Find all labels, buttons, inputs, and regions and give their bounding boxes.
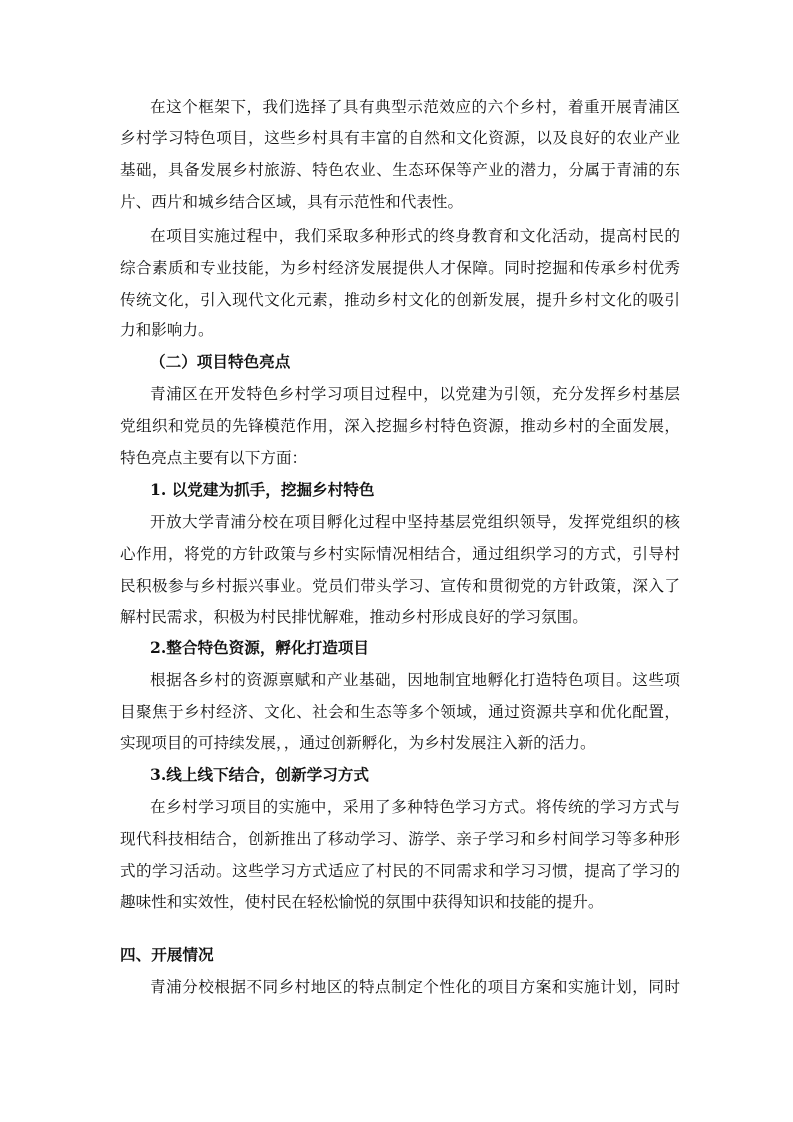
paragraph-3-line-2: 党组织和党员的先锋模范作用，深入挖掘乡村特色资源，推动乡村的全面发展， bbox=[120, 417, 680, 435]
paragraph-2-line-3: 传统文化，引入现代文化元素，推动乡村文化的创新发展，提升乡村文化的吸引 bbox=[120, 291, 680, 309]
paragraph-5-line-2: 目聚焦于乡村经济、文化、社会和生态等多个领域，通过资源共享和优化配置， bbox=[120, 703, 680, 721]
paragraph-4-line-2: 心作用，将党的方针政策与乡村实际情况相结合，通过组织学习的方式，引导村 bbox=[120, 545, 680, 563]
paragraph-4-line-4: 解村民需求，积极为村民排忧解难，推动乡村形成良好的学习氛围。 bbox=[120, 608, 588, 626]
paragraph-1-line-4: 片、西片和城乡结合区域，具有示范性和代表性。 bbox=[120, 193, 464, 211]
paragraph-5-line-3: 实现项目的可持续发展，，通过创新孵化，为乡村发展注入新的活力。 bbox=[120, 734, 596, 752]
paragraph-6-line-4: 趣味性和实效性，使村民在轻松愉悦的氛围中获得知识和技能的提升。 bbox=[120, 893, 604, 911]
paragraph-3-line-1: 青浦区在开发特色乡村学习项目过程中，以党建为引领，充分发挥乡村基层 bbox=[150, 385, 680, 403]
paragraph-4-line-3: 民积极参与乡村振兴事业。党员们带头学习、宣传和贯彻党的方针政策，深入了 bbox=[120, 577, 680, 595]
paragraph-6-line-3: 式的学习活动。这些学习方式适应了村民的不同需求和学习习惯，提高了学习的 bbox=[120, 862, 680, 880]
paragraph-3-line-3: 特色亮点主要有以下方面： bbox=[120, 449, 308, 467]
paragraph-6-line-2: 现代科技相结合，创新推出了移动学习、游学、亲子学习和乡村间学习等多种形 bbox=[120, 830, 680, 848]
paragraph-7-line-1: 青浦分校根据不同乡村地区的特点制定个性化的项目方案和实施计划，同时 bbox=[150, 978, 680, 996]
paragraph-1-line-3: 基础，具备发展乡村旅游、特色农业、生态环保等产业的潜力，分属于青浦的东 bbox=[120, 161, 680, 179]
paragraph-6-line-1: 在乡村学习项目的实施中，采用了多种特色学习方式。将传统的学习方式与 bbox=[150, 798, 680, 816]
paragraph-1-line-1: 在这个框架下，我们选择了具有典型示范效应的六个乡村，着重开展青浦区 bbox=[150, 98, 680, 116]
item-heading-3: 3.线上线下结合，创新学习方式 bbox=[150, 765, 369, 784]
section-heading-4: 四、开展情况 bbox=[120, 945, 214, 964]
paragraph-5-line-1: 根据各乡村的资源禀赋和产业基础，因地制宜地孵化打造特色项目。这些项 bbox=[150, 671, 680, 689]
paragraph-1-line-2: 乡村学习特色项目，这些乡村具有丰富的自然和文化资源，以及良好的农业产业 bbox=[120, 129, 680, 147]
paragraph-4-line-1: 开放大学青浦分校在项目孵化过程中坚持基层党组织领导，发挥党组织的核 bbox=[150, 513, 680, 531]
paragraph-2-line-1: 在项目实施过程中，我们采取多种形式的终身教育和文化活动，提高村民的 bbox=[150, 227, 680, 245]
item-heading-1: 1. 以党建为抓手，挖掘乡村特色 bbox=[150, 480, 375, 499]
paragraph-2-line-2: 综合素质和专业技能，为乡村经济发展提供人才保障。同时挖掘和传承乡村优秀 bbox=[120, 259, 680, 277]
section-heading-2: （二）项目特色亮点 bbox=[150, 352, 291, 371]
item-heading-2: 2.整合特色资源，孵化打造项目 bbox=[150, 638, 369, 657]
paragraph-2-line-4: 力和影响力。 bbox=[120, 321, 214, 339]
